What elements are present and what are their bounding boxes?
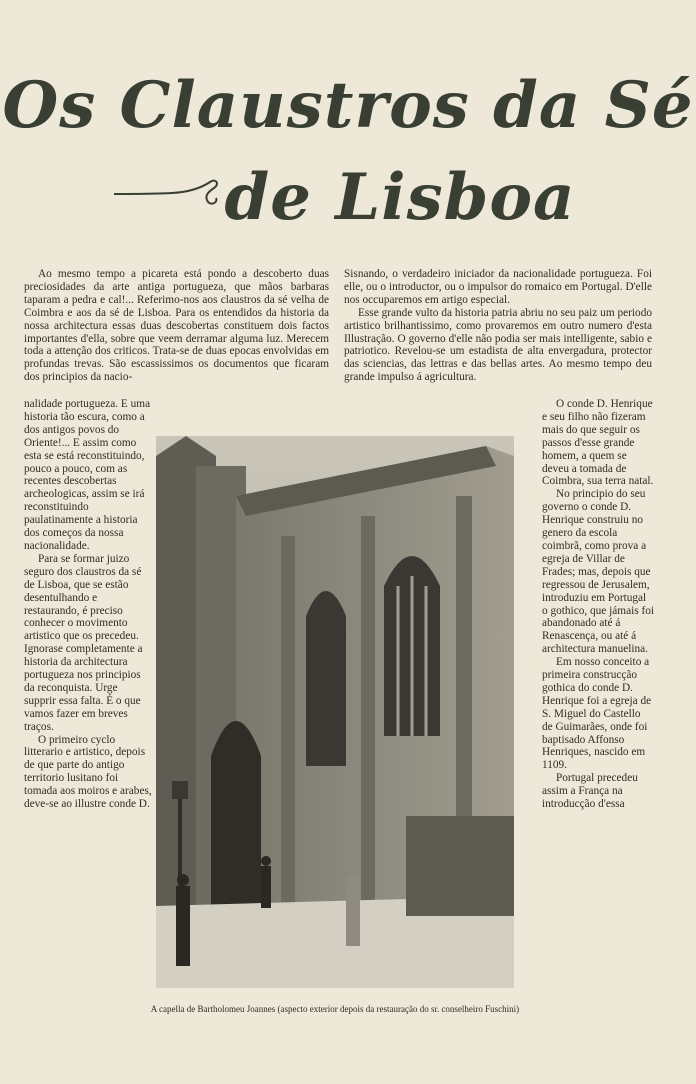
paragraph: nalidade portugueza. E uma historia tão escura, como a dos antigos povos do Oriente!... E assim como esta se está reconstituindo, pouco a pouco, com as recentes descobertas archeologicas, assim se irá reconstituindo paulatinamente a historia dos começos da nossa nacionalidade. — [24, 398, 151, 552]
chapel-photograph — [156, 436, 514, 988]
photo-caption: A capella de Bartholomeu Joannes (aspecto exterior depois da restauração do sr. conselheiro Fuschini) — [150, 1004, 520, 1014]
paragraph: Sisnando, o verdadeiro iniciador da nacionalidade portugueza. Foi elle, ou o introductor, ou o impulsor do romaico em Portugal. D'elle nos occuparemos em artigo especial. — [344, 268, 652, 306]
paragraph: No principio do seu governo o conde D. Henrique construiu no genero da escola coimbrã, como prova a egreja de Villar de Frades; mas, depois que regressou de Jerusalem, introduziu em Portugal o gothico, que jámais foi abandonado até á Renascença, ou até á architectura manuelina. — [542, 488, 655, 656]
paragraph: Em nosso conceito a primeira construcção gothica do conde D. Henrique foi a egreja de S. Miguel do Castello de Guimarães, onde foi baptisado Affonso Henriques, nascido em 1109. — [542, 656, 652, 772]
chapel-photograph-drawing — [156, 436, 514, 988]
paragraph: O conde D. Henrique e seu filho não fizeram mais do que seguir os passos d'esse grande homem, a quem se deveu a tomada de Coimbra, sua terra natal. — [542, 398, 654, 488]
article-title-line-1: Os Claustros da Sé — [2, 68, 694, 143]
paragraph: Esse grande vulto da historia patria abriu no seu paiz um periodo artistico brilhantissimo, como provaremos em outro numero d'esta Illustração. O governo d'elle não podia ser mais intelligente, sabio e patriotico. Revelou-se um estadista de alta envergadura, protector das sciencias, das lettras e das bellas artes. Ao mesmo tempo deu grande impulso á agricultura. — [344, 306, 652, 384]
column-2-narrow-text — [542, 398, 654, 811]
column-2-top-text — [344, 268, 652, 384]
paragraph: Para se formar juizo seguro dos claustros da sé de Lisboa, que se estão desentulhando e restaurando, é preciso conhecer o movimento artistico que os precedeu. Ignorase completamente a historia da architectura portugueza nos principios da reconquista. Urge supprir essa falta. É o que vamos fazer em breves traços. — [24, 552, 143, 733]
paragraph: O primeiro cyclo litterario e artistico, depois de que parte do antigo territorio lusitano foi tomada aos moiros e arabes, deve-se ao illustre conde D. — [24, 733, 152, 811]
paragraph: Portugal precedeu assim a França na introducção d'essa — [542, 772, 638, 811]
paragraph: Ao mesmo tempo a picareta está pondo a descoberto duas preciosidades da arte antiga portugueza, que mãos barbaras taparam a pedra e cal!... Referimo-nos aos claustros da sé velha de Coimbra e aos da sé de Lisboa. Para os entendidos da historia da nossa architectura essas duas descobertas constituem dois factos importantes d'ella, sobre que veem derramar alguma luz. Merecem toda a attenção dos criticos. Trata-se de duas epocas envolvidas em profundas trevas. São escassissimos os documentos que ficaram dos principios da nacio- — [24, 268, 329, 384]
column-1-narrow-text — [24, 398, 152, 811]
column-1-top-text — [24, 268, 329, 384]
article-title-line-2: de Lisboa — [224, 160, 576, 235]
